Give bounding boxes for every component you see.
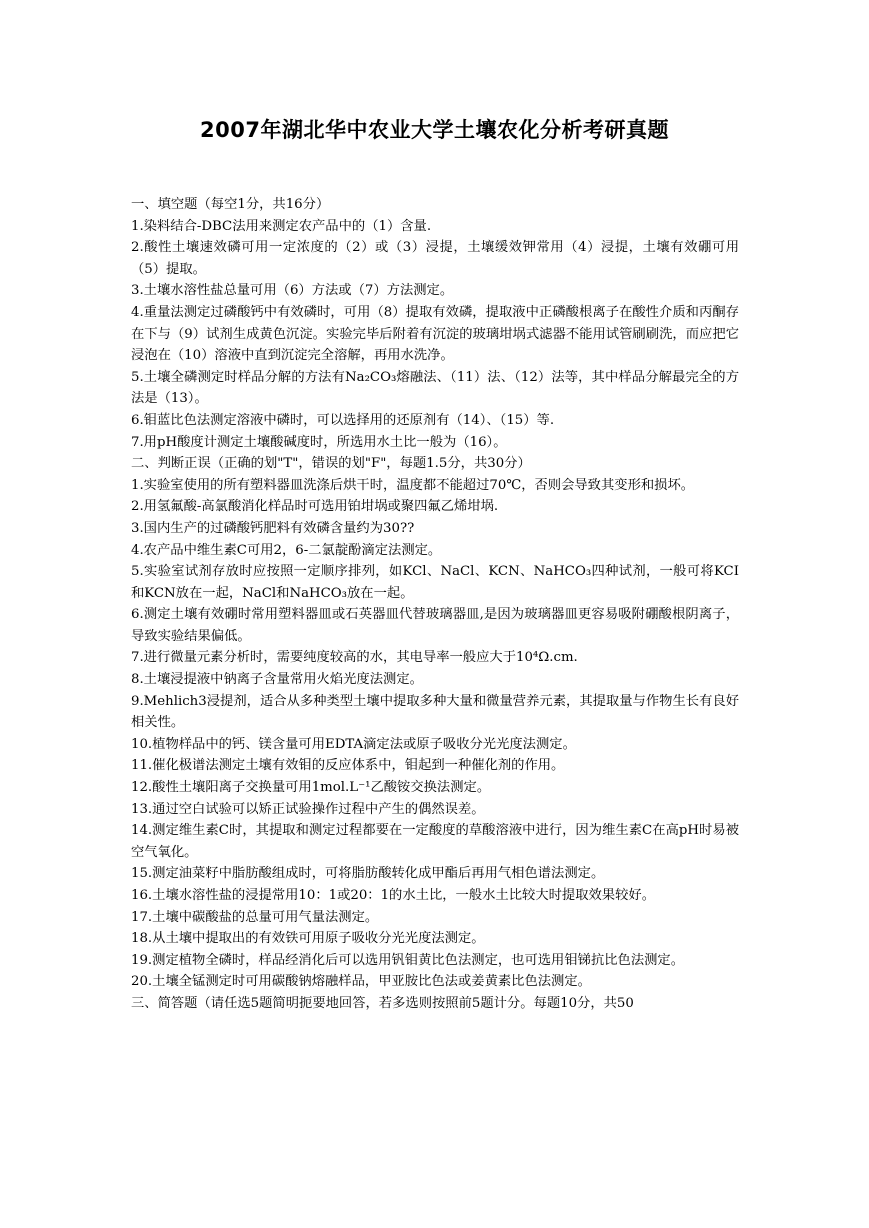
question-item: 9.Mehlich3浸提剂，适合从多种类型土壤中提取多种大量和微量营养元素，其提取量与作物生长有良好相关性。: [131, 693, 739, 731]
question-item: 14.测定维生素C时，其提取和测定过程都要在一定酸度的草酸溶液中进行，因为维生素C在高pH时易被空气氧化。: [131, 823, 739, 860]
question-item: 8.土壤浸提液中钠离子含量常用火焰光度法测定。: [131, 672, 423, 688]
question-item: 12.酸性土壤阳离子交换量可用1mol.L⁻¹乙酸铵交换法测定。: [131, 780, 491, 796]
question-item: 4.农产品中维生素C可用2，6-二氯靛酚滴定法测定。: [131, 542, 442, 558]
question-item: 3.土壤水溶性盐总量可用（6）方法或（7）方法测定。: [131, 283, 454, 299]
question-item: 6.钼蓝比色法测定溶液中磷时，可以选择用的还原剂有（14）、（15）等.: [131, 412, 555, 428]
question-item: 7.用pH酸度计测定土壤酸碱度时，所选用水土比一般为（16）。: [131, 434, 507, 450]
question-item: 13.通过空白试验可以矫正试验操作过程中产生的偶然误差。: [131, 801, 485, 817]
question-item: 2.酸性土壤速效磷可用一定浓度的（2）或（3）浸提，土壤缓效钾常用（4）浸提，土壤有效硼可用（5）提取。: [131, 240, 739, 277]
question-item: 19.测定植物全磷时，样品经消化后可以选用钒钼黄比色法测定，也可选用钼锑抗比色法测定。: [131, 952, 685, 968]
question-item: 11.催化极谱法测定土壤有效钼的反应体系中，钼起到一种催化剂的作用。: [131, 758, 565, 774]
document-body: [131, 194, 739, 1015]
section-heading: 二、判断正误（正确的划"T"，错误的划"F"，每题1.5分，共30分）: [131, 456, 531, 472]
question-item: 3.国内生产的过磷酸钙肥料有效磷含量约为30??: [131, 520, 415, 536]
question-item: 20.土壤全锰测定时可用碳酸钠熔融样品，甲亚胺比色法或姜黄素比色法测定。: [131, 974, 591, 990]
question-item: 5.实验室试剂存放时应按照一定顺序排列，如KCl、NaCl、KCN、NaHCO₃四种试剂，一般可将KCI和KCN放在一起，NaCl和NaHCO₃放在一起。: [131, 564, 739, 601]
question-item: 16.土壤水溶性盐的浸提常用10：1或20：1的水土比，一般水土比较大时提取效果较好。: [131, 888, 655, 903]
question-item: 15.测定油菜籽中脂肪酸组成时，可将脂肪酸转化成甲酯后再用气相色谱法测定。: [131, 866, 605, 882]
question-item: 4.重量法测定过磷酸钙中有效磷时，可用（8）提取有效磷，提取液中正磷酸根离子在酸性介质和丙酮存在下与（9）试剂生成黄色沉淀。实验完毕后附着有沉淀的玻璃坩埚式滤器不能用试管刷刷洗，而应把它浸泡在（10）溶液中直到沉淀完全溶解，再用水洗净。: [131, 304, 739, 364]
document-title: 2007年湖北华中农业大学土壤农化分析考研真题: [200, 118, 669, 142]
question-item: 5.土壤全磷测定时样品分解的方法有Na₂CO₃熔融法、（11）法、（12）法等，其中样品分解最完全的方法是（13）。: [131, 369, 739, 407]
question-item: 1.染料结合-DBC法用来测定农产品中的（1）含量.: [131, 218, 432, 234]
question-item: 17.土壤中碳酸盐的总量可用气量法测定。: [131, 909, 379, 925]
question-item: 18.从土壤中提取出的有效铁可用原子吸收分光光度法测定。: [131, 931, 485, 947]
question-item: 7.进行微量元素分析时，需要纯度较高的水，其电导率一般应大于10⁴Ω.cm.: [131, 650, 578, 666]
question-item: 1.实验室使用的所有塑料器皿洗涤后烘干时，温度都不能超过70℃，否则会导致其变形和损坏。: [131, 477, 695, 493]
section-heading: 一、填空题（每空1分，共16分）: [131, 197, 330, 212]
section-heading: 三、简答题（请任选5题简明扼要地回答，若多选则按照前5题计分。每题10分，共50: [131, 995, 634, 1011]
question-item: 2.用氢氟酸-高氯酸消化样品时可选用铂坩埚或聚四氟乙烯坩埚.: [131, 499, 499, 515]
question-item: 10.植物样品中的钙、镁含量可用EDTA滴定法或原子吸收分光光度法测定。: [131, 736, 576, 752]
question-item: 6.测定土壤有效硼时常用塑料器皿或石英器皿代替玻璃器皿,是因为玻璃器皿更容易吸附硼酸根阴离子，导致实验结果偏低。: [131, 607, 739, 644]
